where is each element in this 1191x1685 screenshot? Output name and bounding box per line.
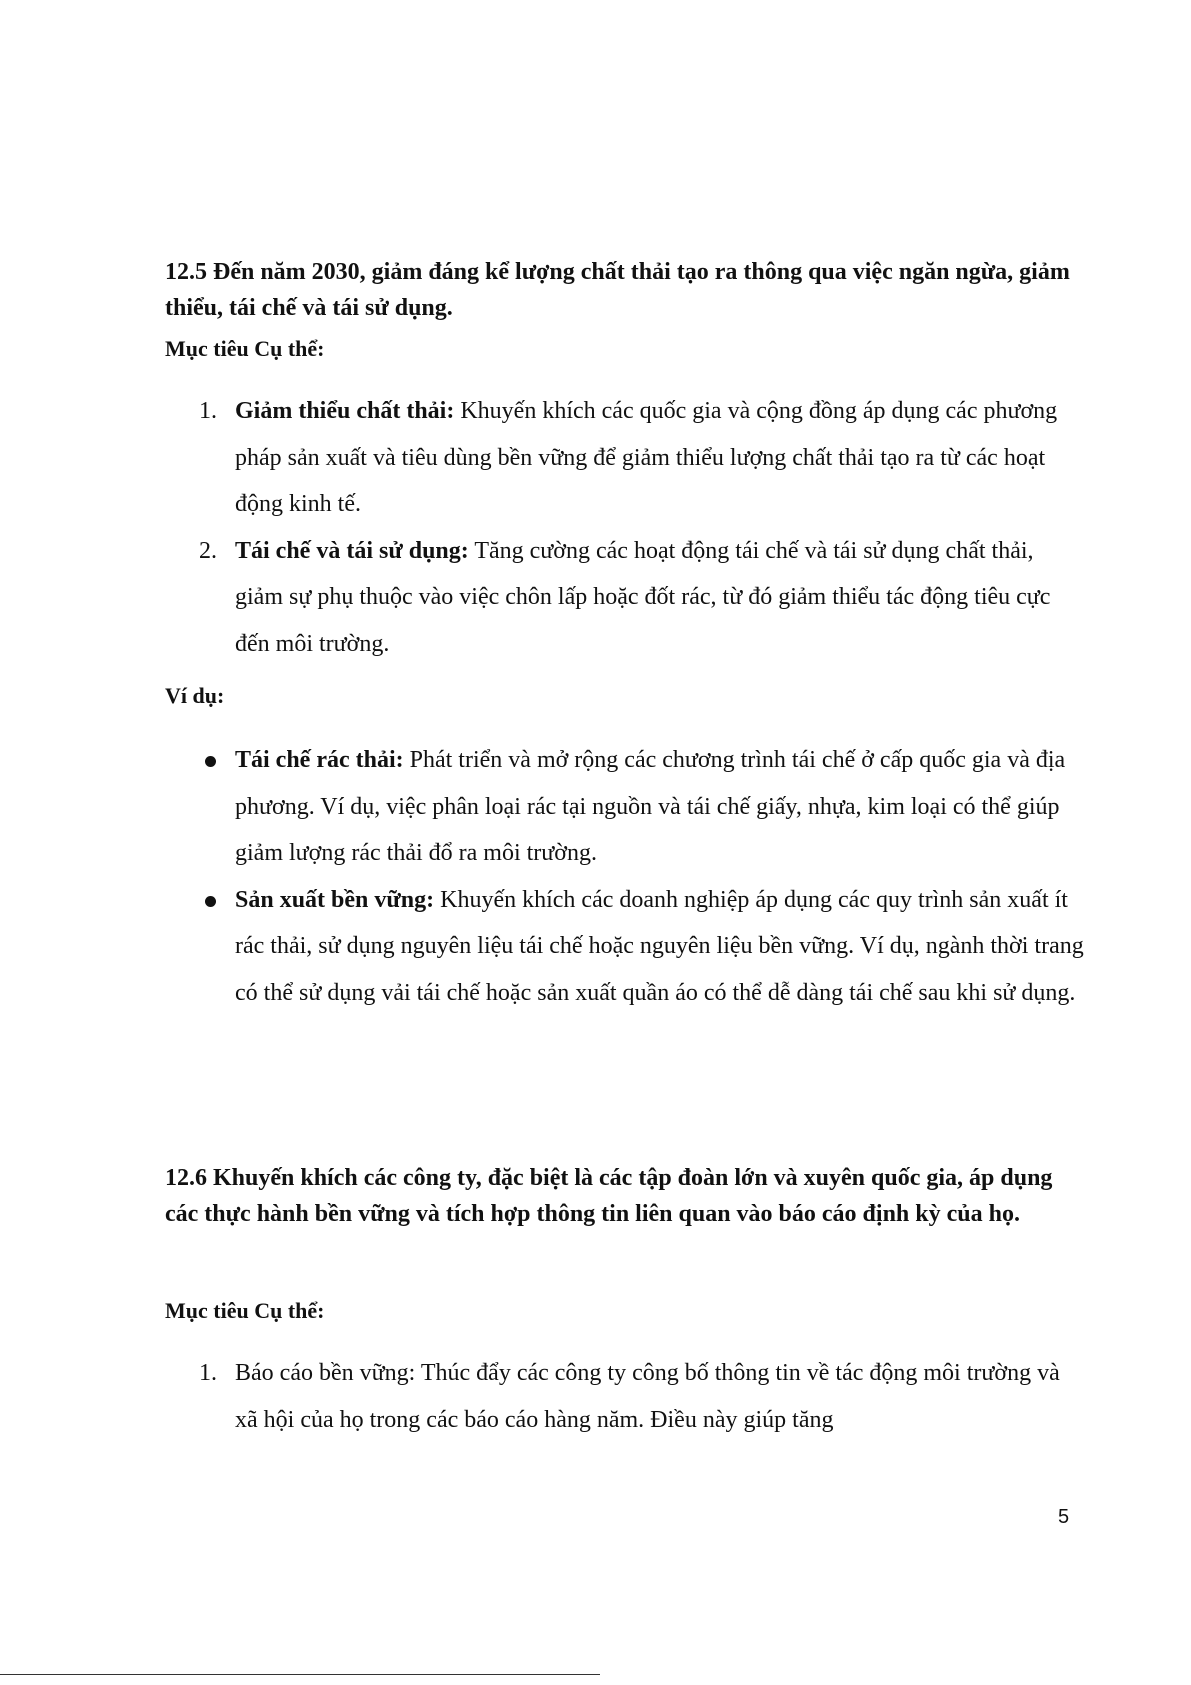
item-title: Sản xuất bền vững: [235,886,435,913]
list-number: 2. [199,537,217,564]
item-text: Báo cáo bền vững: Thúc đẩy các công ty công bố thông tin về tác động môi trường và xã hội của họ trong các báo cáo hàng năm. Điều này giúp tăng [235,1360,1060,1433]
list-item [165,1350,1085,1443]
objectives-list [165,1350,1085,1443]
list-number: 1. [199,398,217,424]
list-item [165,737,1085,877]
list-number: 1. [199,1360,217,1386]
item-title: Tái chế và tái sử dụng: [235,537,469,564]
item-text: Phát triển và mở rộng các chương trình tái chế ở cấp quốc gia và địa phương. Ví dụ, việc phân loại rác tại nguồn và tái chế giấy, nhựa, kim loại có thể giúp giảm lượng rác thải đổ ra môi trường. [235,747,1066,866]
list-item [165,528,1085,668]
list-item [165,877,1085,1017]
list-item [165,388,1085,528]
item-text: Tăng cường các hoạt động tái chế và tái sử dụng chất thải, giảm sự phụ thuộc vào việc chôn lấp hoặc đốt rác, từ đó giảm thiểu tác động tiêu cực đến môi trường. [235,537,1051,657]
item-text: Khuyến khích các doanh nghiệp áp dụng các quy trình sản xuất ít rác thải, sử dụng nguyên liệu tái chế hoặc nguyên liệu bền vững. Ví dụ, ngành thời trang có thể sử dụng vải tái chế hoặc sản xuất quần áo có thể dễ dàng tái chế sau khi sử dụng. [235,886,1084,1006]
item-text: Khuyến khích các quốc gia và cộng đồng áp dụng các phương pháp sản xuất và tiêu dùng bền vững để giảm thiểu lượng chất thải tạo ra từ các hoạt động kinh tế. [235,398,1058,517]
item-title: Tái chế rác thải: [235,747,404,773]
objectives-list [165,388,1085,667]
section-12-6-heading: 12.6 Khuyến khích các công ty, đặc biệt là các tập đoàn lớn và xuyên quốc gia, áp dụng các thực hành bền vững và tích hợp thông tin liên quan vào báo cáo định kỳ của họ. [165,1165,1053,1227]
item-title: Giảm thiểu chất thải: [235,398,455,424]
section-12-5-heading: 12.5 Đến năm 2030, giảm đáng kể lượng chất thải tạo ra thông qua việc ngăn ngừa, giảm thiểu, tái chế và tái sử dụng. [165,259,1070,321]
footer-divider [0,1674,600,1675]
examples-list [165,737,1085,1016]
examples-label: Ví dụ: [165,683,225,708]
objectives-label: Mục tiêu Cụ thể: [165,1298,325,1323]
bullet-icon [205,896,216,907]
objectives-label: Mục tiêu Cụ thể: [165,336,325,361]
page-number: 5 [1058,1506,1070,1528]
bullet-icon [205,756,216,767]
